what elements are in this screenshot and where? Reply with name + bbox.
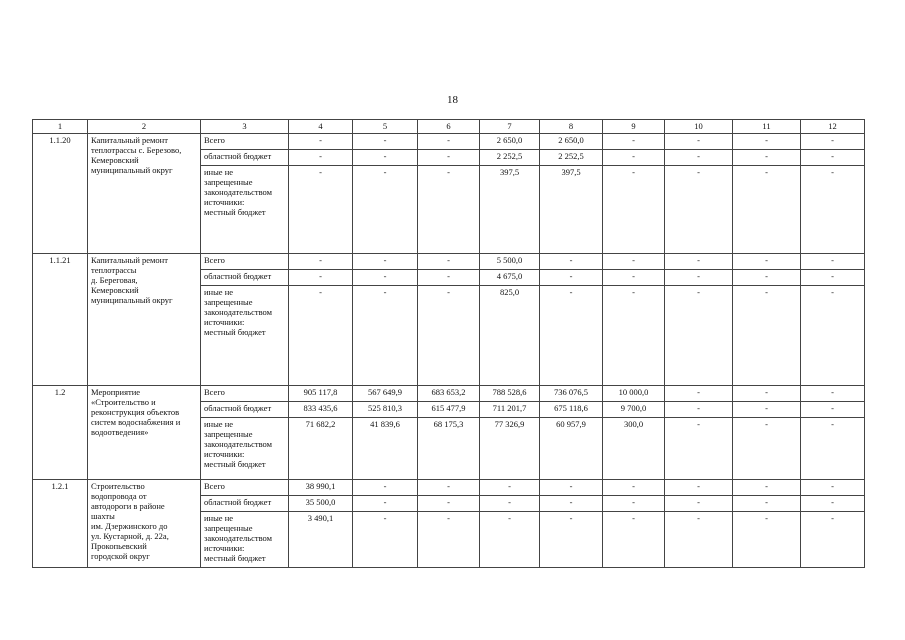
amount-cell: - xyxy=(540,496,603,512)
amount-cell: - xyxy=(540,480,603,496)
amount-cell: 3 490,1 xyxy=(289,512,353,568)
column-number: 2 xyxy=(88,120,201,134)
amount-cell: 2 650,0 xyxy=(540,134,603,150)
amount-cell: 35 500,0 xyxy=(289,496,353,512)
amount-cell: - xyxy=(665,286,733,386)
amount-cell: - xyxy=(665,166,733,254)
amount-cell: - xyxy=(603,134,665,150)
amount-cell: - xyxy=(418,496,480,512)
amount-cell: - xyxy=(603,480,665,496)
amount-cell: - xyxy=(603,496,665,512)
amount-cell: 905 117,8 xyxy=(289,386,353,402)
amount-cell: 525 810,3 xyxy=(353,402,418,418)
amount-cell: - xyxy=(665,512,733,568)
budget-table xyxy=(32,119,865,568)
amount-cell: - xyxy=(353,512,418,568)
amount-cell: - xyxy=(801,512,865,568)
amount-cell: - xyxy=(733,418,801,480)
amount-cell: - xyxy=(480,512,540,568)
amount-cell: - xyxy=(733,150,801,166)
amount-cell: - xyxy=(733,496,801,512)
amount-cell: 711 201,7 xyxy=(480,402,540,418)
table-row xyxy=(33,480,865,496)
amount-cell: - xyxy=(733,402,801,418)
amount-cell: 825,0 xyxy=(480,286,540,386)
funding-source: иные не запрещенные законодательством источники: местный бюджет xyxy=(201,512,289,568)
amount-cell: - xyxy=(733,386,801,402)
column-number: 6 xyxy=(418,120,480,134)
amount-cell: - xyxy=(353,150,418,166)
amount-cell: 2 252,5 xyxy=(480,150,540,166)
amount-cell: 41 839,6 xyxy=(353,418,418,480)
amount-cell: - xyxy=(603,150,665,166)
amount-cell: - xyxy=(353,496,418,512)
amount-cell: 833 435,6 xyxy=(289,402,353,418)
funding-source: областной бюджет xyxy=(201,402,289,418)
funding-source: иные не запрещенные законодательством источники: местный бюджет xyxy=(201,286,289,386)
row-title: Мероприятие «Строительство и реконструкция объектов систем водоснабжения и водоотведения» xyxy=(88,386,201,480)
row-code: 1.1.20 xyxy=(33,134,88,254)
row-code: 1.2.1 xyxy=(33,480,88,568)
row-title: Капитальный ремонт теплотрассы д. Береговая, Кемеровский муниципальный округ xyxy=(88,254,201,386)
amount-cell: - xyxy=(418,286,480,386)
amount-cell: 788 528,6 xyxy=(480,386,540,402)
amount-cell: - xyxy=(289,286,353,386)
funding-source: иные не запрещенные законодательством источники: местный бюджет xyxy=(201,166,289,254)
amount-cell: - xyxy=(801,166,865,254)
amount-cell: - xyxy=(603,270,665,286)
amount-cell: - xyxy=(665,386,733,402)
amount-cell: - xyxy=(540,286,603,386)
amount-cell: 675 118,6 xyxy=(540,402,603,418)
amount-cell: 397,5 xyxy=(540,166,603,254)
column-number: 11 xyxy=(733,120,801,134)
amount-cell: - xyxy=(665,254,733,270)
column-number: 7 xyxy=(480,120,540,134)
amount-cell: - xyxy=(603,166,665,254)
amount-cell: - xyxy=(603,254,665,270)
amount-cell: - xyxy=(603,512,665,568)
row-title: Строительство водопровода от автодороги в районе шахты им. Дзержинского до ул. Кустарной, д. 22а, Прокопьевский городской округ xyxy=(88,480,201,568)
amount-cell: - xyxy=(418,480,480,496)
amount-cell: - xyxy=(733,254,801,270)
column-number: 3 xyxy=(201,120,289,134)
row-code: 1.2 xyxy=(33,386,88,480)
funding-source: областной бюджет xyxy=(201,270,289,286)
funding-source: Всего xyxy=(201,134,289,150)
header-row xyxy=(33,120,865,134)
funding-source: Всего xyxy=(201,254,289,270)
amount-cell: 9 700,0 xyxy=(603,402,665,418)
column-number: 10 xyxy=(665,120,733,134)
amount-cell: - xyxy=(418,254,480,270)
amount-cell: - xyxy=(418,270,480,286)
amount-cell: 736 076,5 xyxy=(540,386,603,402)
amount-cell: - xyxy=(418,166,480,254)
table-row xyxy=(33,254,865,270)
amount-cell: - xyxy=(801,270,865,286)
amount-cell: - xyxy=(540,270,603,286)
amount-cell: - xyxy=(418,150,480,166)
amount-cell: 5 500,0 xyxy=(480,254,540,270)
amount-cell: - xyxy=(289,134,353,150)
amount-cell: - xyxy=(733,480,801,496)
amount-cell: - xyxy=(353,286,418,386)
amount-cell: - xyxy=(353,254,418,270)
amount-cell: 38 990,1 xyxy=(289,480,353,496)
amount-cell: - xyxy=(733,134,801,150)
amount-cell: - xyxy=(733,286,801,386)
amount-cell: - xyxy=(353,134,418,150)
funding-source: областной бюджет xyxy=(201,496,289,512)
amount-cell: - xyxy=(289,254,353,270)
amount-cell: 2 252,5 xyxy=(540,150,603,166)
amount-cell: 567 649,9 xyxy=(353,386,418,402)
amount-cell: - xyxy=(480,496,540,512)
amount-cell: - xyxy=(353,166,418,254)
column-number: 8 xyxy=(540,120,603,134)
amount-cell: - xyxy=(540,512,603,568)
amount-cell: - xyxy=(353,270,418,286)
amount-cell: - xyxy=(801,286,865,386)
amount-cell: - xyxy=(665,418,733,480)
amount-cell: 615 477,9 xyxy=(418,402,480,418)
column-number: 12 xyxy=(801,120,865,134)
column-number: 1 xyxy=(33,120,88,134)
amount-cell: - xyxy=(801,418,865,480)
amount-cell: 4 675,0 xyxy=(480,270,540,286)
amount-cell: 71 682,2 xyxy=(289,418,353,480)
amount-cell: - xyxy=(733,512,801,568)
amount-cell: - xyxy=(665,480,733,496)
amount-cell: - xyxy=(801,254,865,270)
column-number: 9 xyxy=(603,120,665,134)
amount-cell: - xyxy=(289,270,353,286)
amount-cell: - xyxy=(733,166,801,254)
amount-cell: - xyxy=(733,270,801,286)
amount-cell: - xyxy=(418,134,480,150)
table-row xyxy=(33,386,865,402)
amount-cell: - xyxy=(289,150,353,166)
amount-cell: - xyxy=(801,496,865,512)
amount-cell: - xyxy=(665,402,733,418)
funding-source: Всего xyxy=(201,480,289,496)
amount-cell: - xyxy=(480,480,540,496)
amount-cell: - xyxy=(801,402,865,418)
amount-cell: - xyxy=(603,286,665,386)
page-number: 18 xyxy=(447,94,458,106)
amount-cell: - xyxy=(353,480,418,496)
amount-cell: - xyxy=(801,480,865,496)
amount-cell: - xyxy=(665,150,733,166)
row-code: 1.1.21 xyxy=(33,254,88,386)
row-title: Капитальный ремонт теплотрассы с. Березово, Кемеровский муниципальный округ xyxy=(88,134,201,254)
table-row xyxy=(33,134,865,150)
amount-cell: - xyxy=(665,496,733,512)
column-number: 4 xyxy=(289,120,353,134)
amount-cell: - xyxy=(540,254,603,270)
amount-cell: 397,5 xyxy=(480,166,540,254)
funding-source: областной бюджет xyxy=(201,150,289,166)
amount-cell: - xyxy=(801,134,865,150)
amount-cell: - xyxy=(801,150,865,166)
amount-cell: 77 326,9 xyxy=(480,418,540,480)
amount-cell: - xyxy=(665,270,733,286)
amount-cell: - xyxy=(289,166,353,254)
amount-cell: 683 653,2 xyxy=(418,386,480,402)
amount-cell: - xyxy=(665,134,733,150)
amount-cell: - xyxy=(801,386,865,402)
amount-cell: 10 000,0 xyxy=(603,386,665,402)
amount-cell: 2 650,0 xyxy=(480,134,540,150)
amount-cell: 60 957,9 xyxy=(540,418,603,480)
column-number: 5 xyxy=(353,120,418,134)
funding-source: Всего xyxy=(201,386,289,402)
amount-cell: 68 175,3 xyxy=(418,418,480,480)
amount-cell: - xyxy=(418,512,480,568)
funding-source: иные не запрещенные законодательством источники: местный бюджет xyxy=(201,418,289,480)
amount-cell: 300,0 xyxy=(603,418,665,480)
